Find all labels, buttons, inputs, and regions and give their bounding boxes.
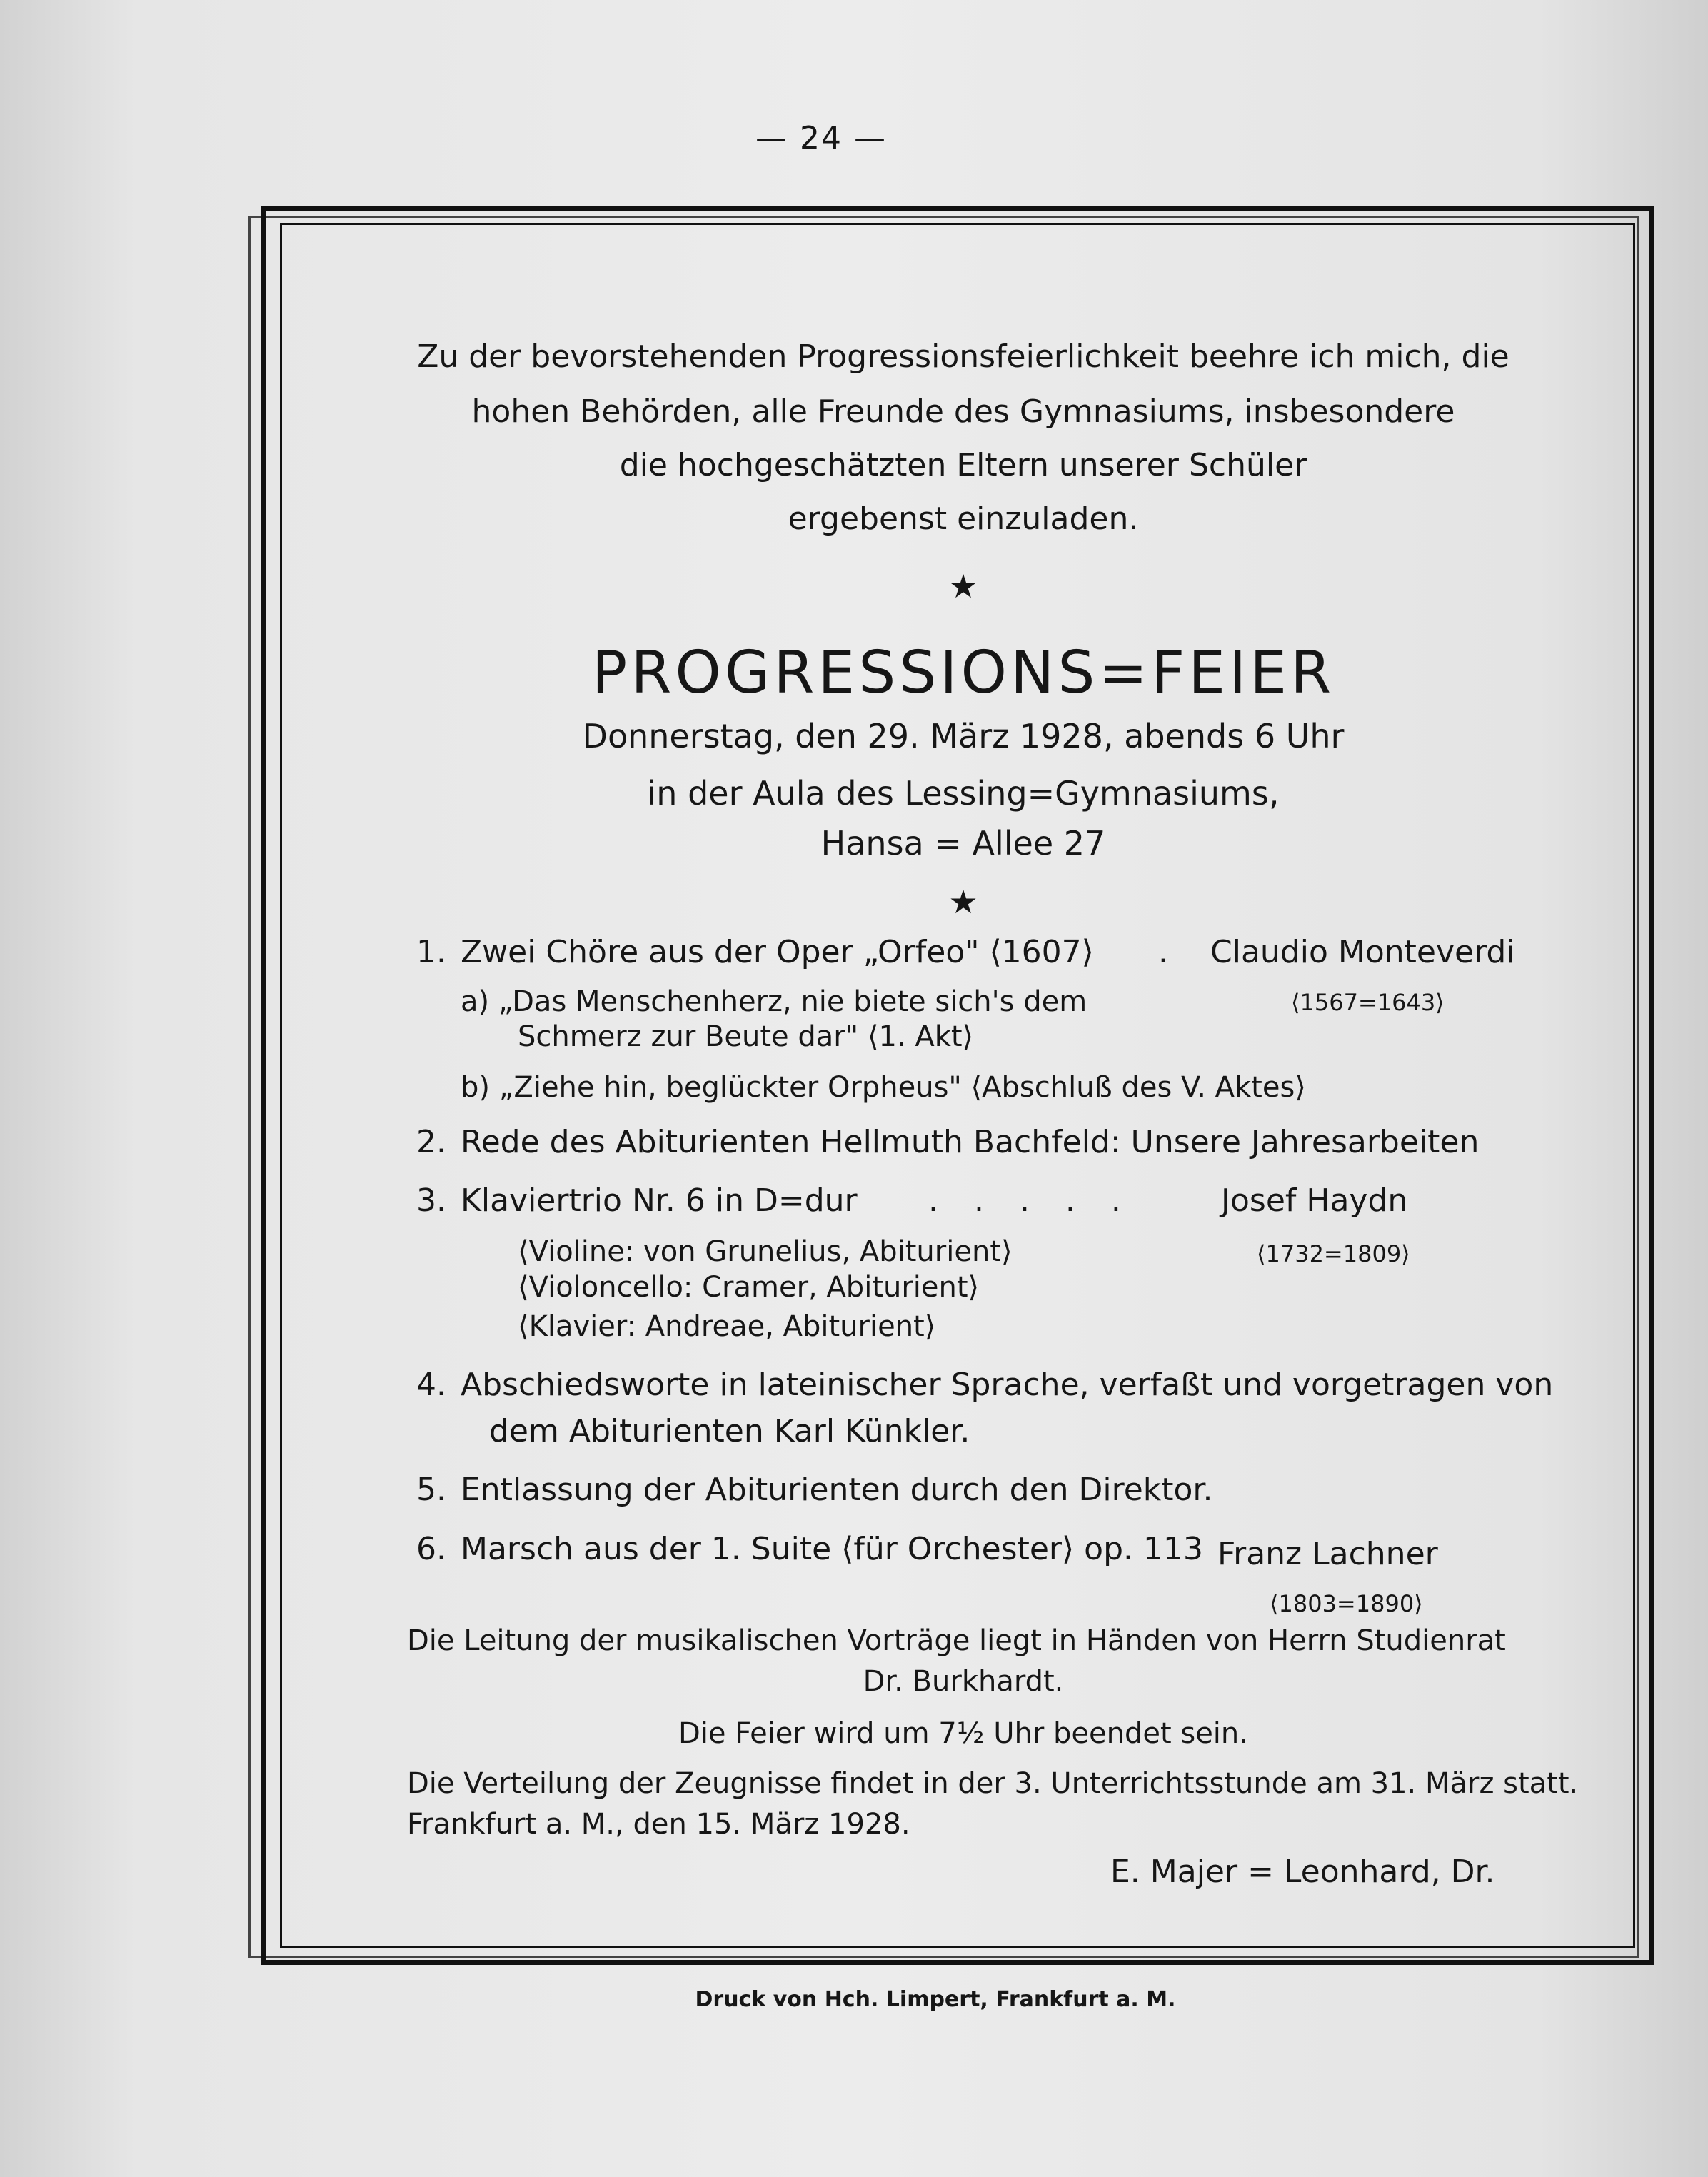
place-and-date: Frankfurt a. M., den 15. März 1928. xyxy=(407,1808,910,1841)
certificates-note: Die Verteilung der Zeugnisse findet in der 3. Unterrichtsstunde am 31. März statt. xyxy=(407,1767,1579,1800)
program-item-3-performer-2: ⟨Violoncello: Cramer, Abiturient⟩ xyxy=(518,1271,980,1304)
program-item-3-title: Klaviertrio Nr. 6 in D=dur xyxy=(461,1182,858,1219)
invitation-line-4: ergebenst einzuladen. xyxy=(788,501,1139,537)
program-item-3-composer-dates: ⟨1732=1809⟩ xyxy=(1257,1240,1410,1267)
program-item-1a-line-1: a) „Das Menschenherz, nie biete sich's dem xyxy=(461,985,1087,1018)
end-time-note: Die Feier wird um 7½ Uhr beendet sein. xyxy=(678,1717,1248,1750)
program-item-4-line-1: Abschiedsworte in lateinischer Sprache, verfaßt und vorgetragen von xyxy=(461,1367,1554,1403)
program-item-4-line-2: dem Abiturienten Karl Künkler. xyxy=(489,1413,970,1449)
program-item-6-composer-dates: ⟨1803=1890⟩ xyxy=(1270,1590,1423,1617)
program-item-1a-line-2: Schmerz zur Beute dar" ⟨1. Akt⟩ xyxy=(518,1020,974,1053)
program-item-4-number: 4. xyxy=(416,1367,446,1403)
program-item-6-title: Marsch aus der 1. Suite ⟨für Orchester⟩ op. 113 xyxy=(461,1531,1203,1567)
program-item-3-dots: . . . . . xyxy=(928,1182,1134,1219)
event-address: Hansa = Allee 27 xyxy=(820,824,1106,863)
program-item-6-composer: Franz Lachner xyxy=(1217,1536,1438,1572)
event-venue: in der Aula des Lessing=Gymnasiums, xyxy=(647,774,1280,813)
invitation-line-2: hohen Behörden, alle Freunde des Gymnasiums, insbesondere xyxy=(471,393,1455,430)
asterisk-ornament: ★ xyxy=(948,883,978,921)
page-number: — 24 — xyxy=(755,120,887,156)
program-item-3-performer-1: ⟨Violine: von Grunelius, Abiturient⟩ xyxy=(518,1235,1013,1268)
invitation-line-1: Zu der bevorstehenden Progressionsfeierlichkeit beehre ich mich, die xyxy=(417,338,1509,375)
program-item-3-performer-3: ⟨Klavier: Andreae, Abiturient⟩ xyxy=(518,1310,936,1343)
program-item-3-composer: Josef Haydn xyxy=(1221,1182,1408,1219)
star-ornament: ★ xyxy=(948,567,978,605)
printer-credit: Druck von Hch. Limpert, Frankfurt a. M. xyxy=(695,1987,1176,2012)
invitation-line-3: die hochgeschätzten Eltern unserer Schüler xyxy=(619,447,1307,483)
program-item-5-number: 5. xyxy=(416,1472,446,1508)
program-item-1-composer: Claudio Monteverdi xyxy=(1210,934,1515,970)
program-item-5-text: Entlassung der Abiturienten durch den Direktor. xyxy=(461,1472,1213,1508)
program-item-3-number: 3. xyxy=(416,1182,446,1219)
program-item-1-title: Zwei Chöre aus der Oper „Orfeo" ⟨1607⟩ xyxy=(461,934,1094,970)
program-item-2-text: Rede des Abiturienten Hellmuth Bachfeld: Unsere Jahresarbeiten xyxy=(461,1124,1480,1160)
program-item-1b: b) „Ziehe hin, beglückter Orpheus" ⟨Abschluß des V. Aktes⟩ xyxy=(461,1071,1306,1104)
program-item-6-number: 6. xyxy=(416,1531,446,1567)
music-direction-line-1: Die Leitung der musikalischen Vorträge liegt in Händen von Herrn Studienrat xyxy=(407,1624,1506,1657)
program-item-2-number: 2. xyxy=(416,1124,446,1160)
program-item-1-number: 1. xyxy=(416,934,446,970)
signature: E. Majer = Leonhard, Dr. xyxy=(1110,1854,1495,1890)
program-item-1-dot: . xyxy=(1158,934,1168,970)
music-direction-line-2: Dr. Burkhardt. xyxy=(863,1665,1064,1698)
program-item-1-composer-dates: ⟨1567=1643⟩ xyxy=(1291,989,1445,1016)
event-title: PROGRESSIONS=FEIER xyxy=(591,639,1335,707)
event-date: Donnerstag, den 29. März 1928, abends 6 Uhr xyxy=(582,717,1345,755)
